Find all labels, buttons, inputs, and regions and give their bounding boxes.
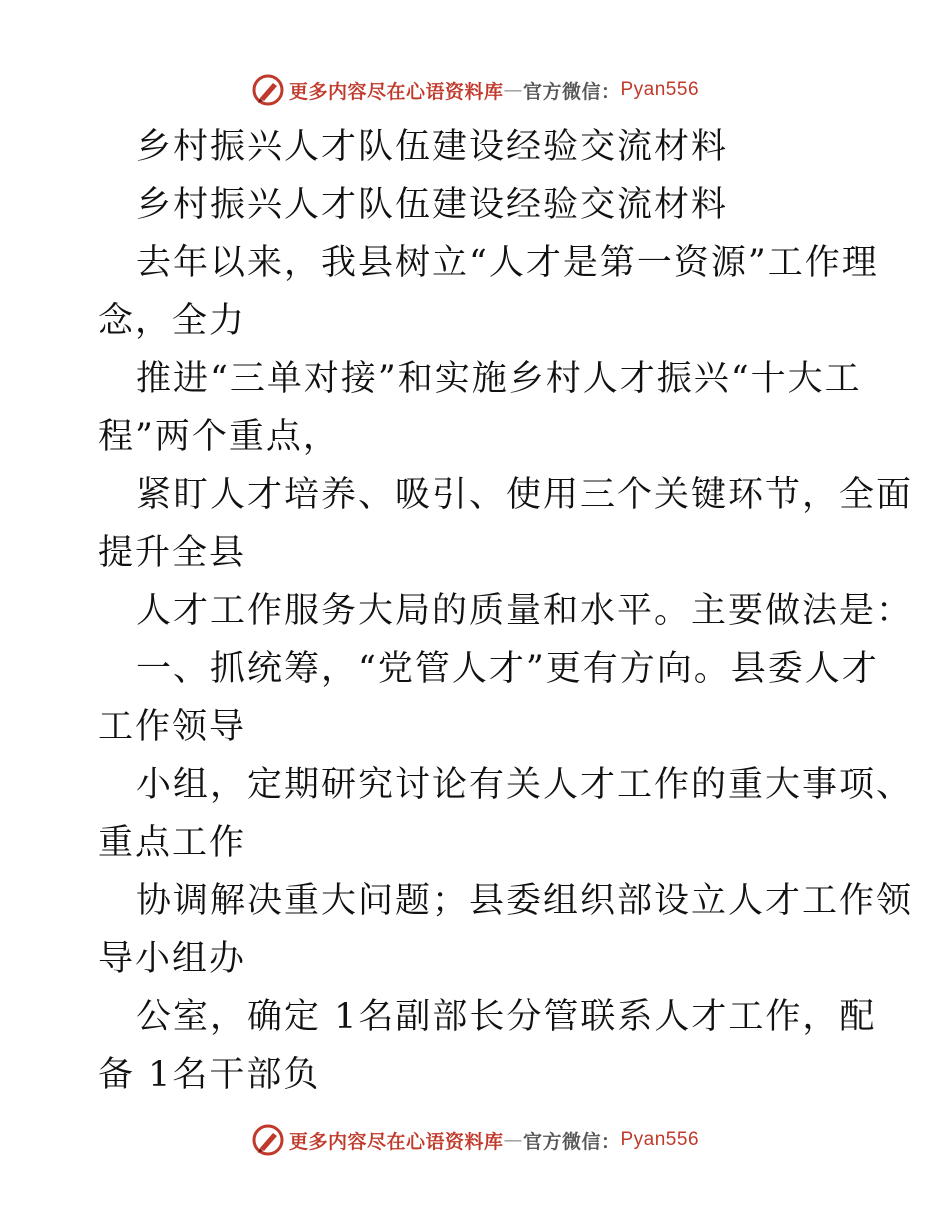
section-heading-line: 一、抓统筹，“党管人才”更有方向。县委人才 [136, 649, 879, 689]
paragraph-line: 备 1名干部负 [98, 1055, 321, 1095]
banner-official-label: 官方微信： [522, 80, 621, 103]
paragraph-line: 公室，确定 1名副部长分管联系人才工作，配 [136, 997, 877, 1037]
banner-brand-text: 更多内容尽在心语资料库 [288, 80, 504, 103]
document-title: 乡村振兴人才队伍建设经验交流材料 [136, 127, 729, 167]
paragraph-line: 念，全力 [98, 301, 247, 341]
pen-logo-icon [251, 1123, 285, 1157]
paragraph-line: 紧盯人才培养、吸引、使用三个关键环节，全面 [136, 475, 914, 515]
watermark-banner-bottom [0, 1120, 950, 1160]
paragraph-line: 小组，定期研究讨论有关人才工作的重大事项、 [136, 765, 914, 805]
banner-dash: — [503, 1129, 523, 1151]
paragraph-line: 去年以来，我县树立“人才是第一资源”工作理 [136, 243, 879, 283]
banner-wechat-id: Pyan556 [620, 79, 700, 100]
document-body [98, 118, 914, 1104]
paragraph-line: 人才工作服务大局的质量和水平。主要做法是： [136, 591, 914, 631]
document-subtitle: 乡村振兴人才队伍建设经验交流材料 [136, 185, 729, 225]
paragraph-line: 工作领导 [98, 707, 247, 747]
paragraph-line: 推进“三单对接”和实施乡村人才振兴“十大工 [136, 359, 862, 399]
pen-logo-icon [251, 73, 285, 107]
watermark-banner-top [0, 70, 950, 110]
paragraph-line: 导小组办 [98, 939, 247, 979]
banner-dash: — [503, 79, 523, 101]
paragraph-line: 协调解决重大问题；县委组织部设立人才工作领 [136, 881, 914, 921]
paragraph-line: 程”两个重点， [98, 417, 340, 457]
paragraph-line: 提升全县 [98, 533, 247, 573]
banner-wechat-id: Pyan556 [620, 1129, 700, 1150]
paragraph-line: 重点工作 [98, 823, 247, 863]
banner-official-label: 官方微信： [522, 1130, 621, 1153]
banner-brand-text: 更多内容尽在心语资料库 [288, 1130, 504, 1153]
